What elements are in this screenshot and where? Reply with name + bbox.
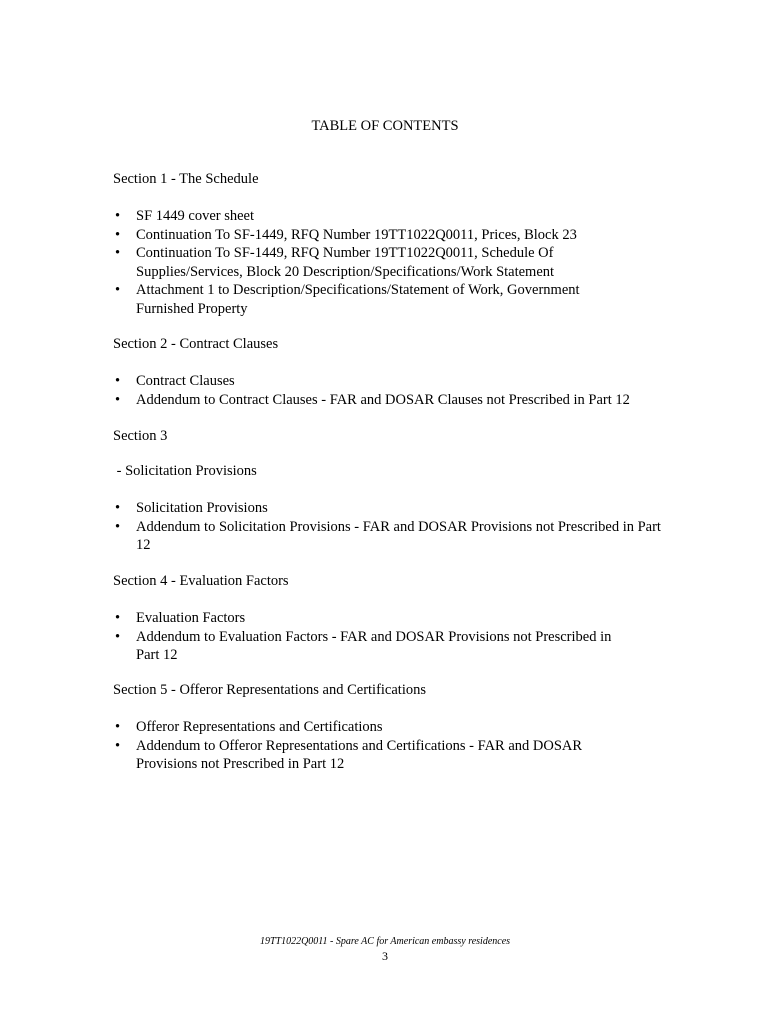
list-item-text: Addendum to Offeror Representations and Certifications - FAR and DOSAR Provisions not Prescribed in Part 12	[136, 737, 583, 772]
list-item	[113, 207, 673, 226]
bullet-icon: •	[115, 737, 121, 754]
list-item-text: Solicitation Provisions	[136, 500, 268, 516]
bullet-icon: •	[115, 719, 121, 735]
section-4-list	[113, 609, 673, 665]
section-3-heading: Section 3	[113, 428, 168, 444]
list-item	[113, 609, 673, 628]
list-item	[113, 372, 693, 391]
section-2-heading: Section 2 - Contract Clauses	[113, 336, 279, 352]
bullet-icon: •	[115, 518, 121, 535]
section-2-list	[113, 372, 693, 409]
page-title: TABLE OF CONTENTS	[311, 118, 459, 134]
list-item-text: Offeror Representations and Certifications	[136, 719, 383, 735]
section-1-list	[113, 207, 673, 318]
list-item-text: Attachment 1 to Description/Specifications/Statement of Work, Government Furnished Property	[136, 282, 580, 317]
bullet-icon: •	[115, 500, 121, 516]
bullet-icon: •	[115, 208, 121, 224]
list-item-text: Continuation To SF-1449, RFQ Number 19TT1022Q0011, Prices, Block 23	[136, 226, 577, 243]
list-item-text: Continuation To SF-1449, RFQ Number 19TT1022Q0011, Schedule Of Supplies/Services, Block 20 Description/Specifications/Work Statement	[136, 245, 555, 280]
footer-note: 19TT1022Q0011 - Spare AC for American embassy residences	[259, 936, 511, 947]
list-item	[113, 499, 673, 518]
section-5-heading: Section 5 - Offeror Representations and Certifications	[113, 682, 427, 698]
bullet-icon: •	[115, 391, 121, 408]
section-3-subheading: - Solicitation Provisions	[113, 463, 257, 479]
list-item-text: Evaluation Factors	[136, 610, 246, 626]
list-item	[113, 391, 693, 410]
list-item	[113, 737, 611, 774]
bullet-icon: •	[115, 245, 121, 261]
page-number: 3	[382, 949, 388, 963]
section-3-list	[113, 499, 673, 555]
list-item	[113, 718, 673, 737]
list-item	[113, 628, 636, 665]
bullet-icon: •	[115, 610, 121, 626]
list-item-text: SF 1449 cover sheet	[136, 208, 254, 224]
list-item	[113, 281, 626, 318]
list-item-text: Addendum to Evaluation Factors - FAR and DOSAR Provisions not Prescribed in Part 12	[136, 628, 612, 663]
bullet-icon: •	[115, 628, 121, 645]
list-item	[113, 226, 673, 245]
list-item-text: Addendum to Contract Clauses - FAR and DOSAR Clauses not Prescribed in Part 12	[136, 391, 630, 408]
list-item-text: Addendum to Solicitation Provisions - FAR and DOSAR Provisions not Prescribed in Part 12	[136, 518, 661, 553]
list-item-text: Contract Clauses	[136, 373, 235, 389]
bullet-icon: •	[115, 373, 121, 389]
section-4-heading: Section 4 - Evaluation Factors	[113, 573, 289, 589]
bullet-icon: •	[115, 226, 121, 243]
section-5-list	[113, 718, 673, 774]
list-item	[113, 244, 576, 281]
list-item	[113, 518, 661, 555]
bullet-icon: •	[115, 282, 121, 298]
section-1-heading: Section 1 - The Schedule	[113, 171, 259, 187]
